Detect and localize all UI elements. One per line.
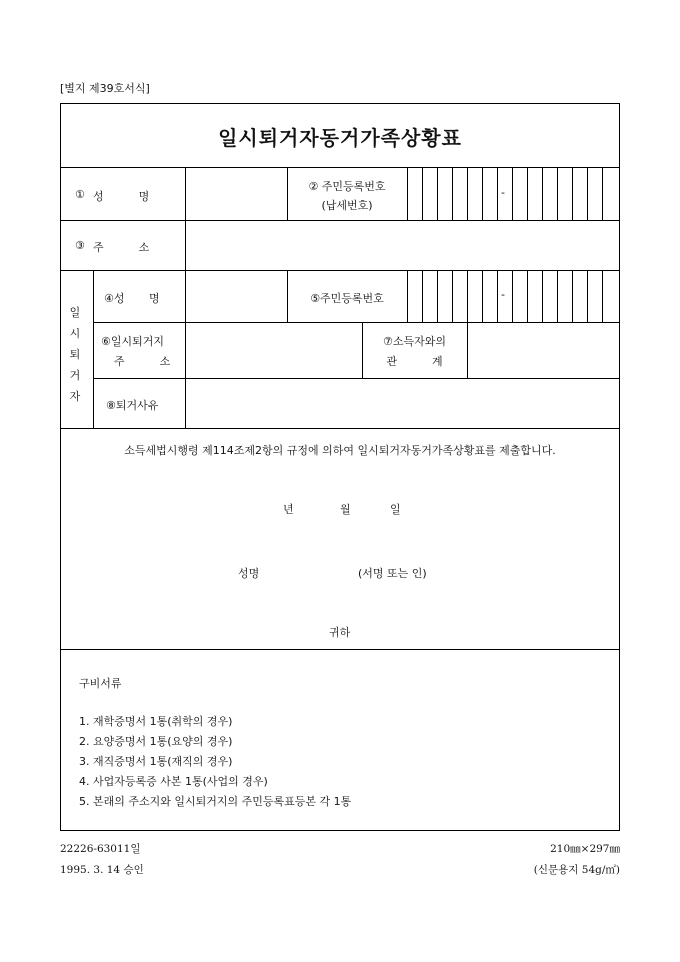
list-item: 5. 본래의 주소지와 일시퇴거지의 주민등록표등본 각 1통 xyxy=(79,795,352,808)
rrn-dash: - xyxy=(501,186,505,199)
divider xyxy=(60,428,620,429)
divider xyxy=(60,220,620,221)
digit-divider xyxy=(497,167,498,220)
digit-divider xyxy=(557,167,558,220)
digit-divider xyxy=(602,167,603,220)
digit-divider xyxy=(422,270,423,322)
temp-rrn-dash: - xyxy=(501,288,505,301)
digit-divider xyxy=(572,167,573,220)
paper-size: 210㎜×297㎜ xyxy=(550,843,620,855)
digit-divider xyxy=(482,167,483,220)
declaration-statement: 소득세법시행령 제114조제2항의 규정에 의하여 일시퇴거자동거가족상황표를 제출합니다. xyxy=(124,444,556,457)
temp-name-label: ④성 명 xyxy=(104,292,160,305)
recipient-label: 귀하 xyxy=(329,626,351,639)
signature-name-label: 성명 xyxy=(238,567,260,580)
side-label-char: 시 xyxy=(69,327,81,340)
approval-date: 1995. 3. 14 승인 xyxy=(60,864,144,876)
digit-divider xyxy=(497,270,498,322)
move-out-reason-label: ⑧퇴거사유 xyxy=(106,399,159,412)
side-label-char: 일 xyxy=(69,306,81,319)
digit-divider xyxy=(527,270,528,322)
divider xyxy=(60,270,620,271)
temp-address-label-2: 주 소 xyxy=(114,355,171,368)
signature-note: (서명 또는 인) xyxy=(358,567,427,580)
date-month-label: 월 xyxy=(340,503,351,516)
form-title: 일시퇴거자동거가족상황표 xyxy=(218,126,462,150)
side-label-char: 퇴 xyxy=(69,348,81,361)
paper-type: (신문용지 54g/㎡) xyxy=(533,864,620,876)
relation-label: ⑦소득자와의 xyxy=(383,335,446,348)
digit-divider xyxy=(557,270,558,322)
digit-divider xyxy=(512,270,513,322)
digit-divider xyxy=(482,270,483,322)
tax-number-label: (납세번호) xyxy=(321,199,373,212)
digit-divider xyxy=(572,270,573,322)
divider xyxy=(185,167,186,428)
digit-divider xyxy=(452,270,453,322)
digit-divider xyxy=(512,167,513,220)
form-code: 22226-63011일 xyxy=(60,843,141,855)
required-documents-heading: 구비서류 xyxy=(79,677,122,690)
rrn-label: ② 주민등록번호 xyxy=(308,180,386,193)
required-documents-list xyxy=(79,712,351,812)
list-item: 2. 요양증명서 1통(요양의 경우) xyxy=(79,735,233,748)
date-year-label: 년 xyxy=(283,503,294,516)
digit-divider xyxy=(542,270,543,322)
digit-divider xyxy=(467,167,468,220)
digit-divider xyxy=(452,167,453,220)
temp-address-label: ⑥일시퇴거지 xyxy=(101,335,164,348)
divider xyxy=(93,322,620,323)
divider xyxy=(407,270,408,322)
divider xyxy=(60,649,620,650)
address-label: 주 소 xyxy=(93,241,150,254)
list-item: 4. 사업자등록증 사본 1통(사업의 경우) xyxy=(79,775,268,788)
digit-divider xyxy=(437,270,438,322)
digit-divider xyxy=(422,167,423,220)
list-item: 1. 재학증명서 1통(취학의 경우) xyxy=(79,715,233,728)
digit-divider xyxy=(587,167,588,220)
side-label-char: 자 xyxy=(69,390,81,403)
list-item: 3. 재직증명서 1통(재직의 경우) xyxy=(79,755,233,768)
relation-label-2: 관 계 xyxy=(386,355,443,368)
divider xyxy=(407,167,408,220)
divider xyxy=(362,322,363,378)
name-label-number: ① xyxy=(75,188,85,201)
digit-divider xyxy=(602,270,603,322)
divider xyxy=(93,378,620,379)
digit-divider xyxy=(467,270,468,322)
form-number-label: [별지 제39호서식] xyxy=(60,82,150,95)
name-label: 성 명 xyxy=(93,190,150,203)
date-day-label: 일 xyxy=(390,503,401,516)
divider xyxy=(93,270,94,428)
side-label-char: 거 xyxy=(69,369,81,382)
digit-divider xyxy=(437,167,438,220)
temporary-resident-side-label xyxy=(65,302,85,407)
temp-rrn-label: ⑤주민등록번호 xyxy=(310,292,384,305)
digit-divider xyxy=(527,167,528,220)
divider xyxy=(60,167,620,168)
divider xyxy=(467,322,468,378)
address-label-number: ③ xyxy=(75,239,85,252)
digit-divider xyxy=(587,270,588,322)
digit-divider xyxy=(542,167,543,220)
